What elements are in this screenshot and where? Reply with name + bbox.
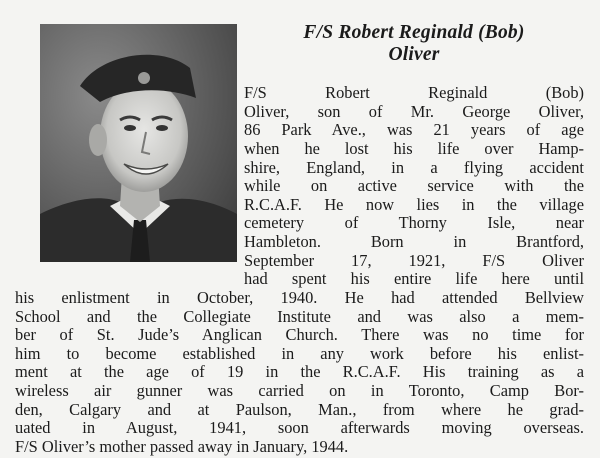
title-line-2: Oliver	[388, 44, 440, 65]
body-line: cemetery of Thorny Isle, near	[244, 213, 584, 232]
body-line: ber of St. Jude’s Anglican Church. There was no time for	[15, 325, 584, 344]
body-line: den, Calgary and at Paulson, Man., from where he grad-	[15, 400, 584, 419]
body-line: had spent his entire life here until	[244, 269, 584, 288]
body-line: uated in August, 1941, soon afterwards moving overseas.	[15, 418, 584, 437]
body-line: wireless air gunner was carried on in Toronto, Camp Bor-	[15, 381, 584, 400]
portrait-photo-image	[40, 24, 237, 262]
portrait-photo	[40, 24, 237, 262]
body-line: ment at the age of 19 in the R.C.A.F. His training as a	[15, 362, 584, 381]
body-line: Oliver, son of Mr. George Oliver,	[244, 102, 584, 121]
body-line: when he lost his life over Hamp-	[244, 139, 584, 158]
article-title	[244, 22, 584, 66]
body-line: R.C.A.F. He now lies in the village	[244, 195, 584, 214]
body-line: his enlistment in October, 1940. He had attended Bellview	[15, 288, 584, 307]
body-line: School and the Collegiate Institute and was also a mem-	[15, 307, 584, 326]
body-line: F/S Oliver’s mother passed away in January, 1944.	[15, 437, 349, 456]
body-line: shire, England, in a flying accident	[244, 158, 584, 177]
body-line: him to become established in any work before his enlist-	[15, 344, 584, 363]
body-line: Hambleton. Born in Brantford,	[244, 232, 584, 251]
body-line: September 17, 1921, F/S Oliver	[244, 251, 584, 270]
title-line-1: F/S Robert Reginald (Bob)	[303, 22, 525, 43]
body-line: while on active service with the	[244, 176, 584, 195]
body-line: 86 Park Ave., was 21 years of age	[244, 120, 584, 139]
body-line: F/S Robert Reginald (Bob)	[244, 83, 584, 102]
